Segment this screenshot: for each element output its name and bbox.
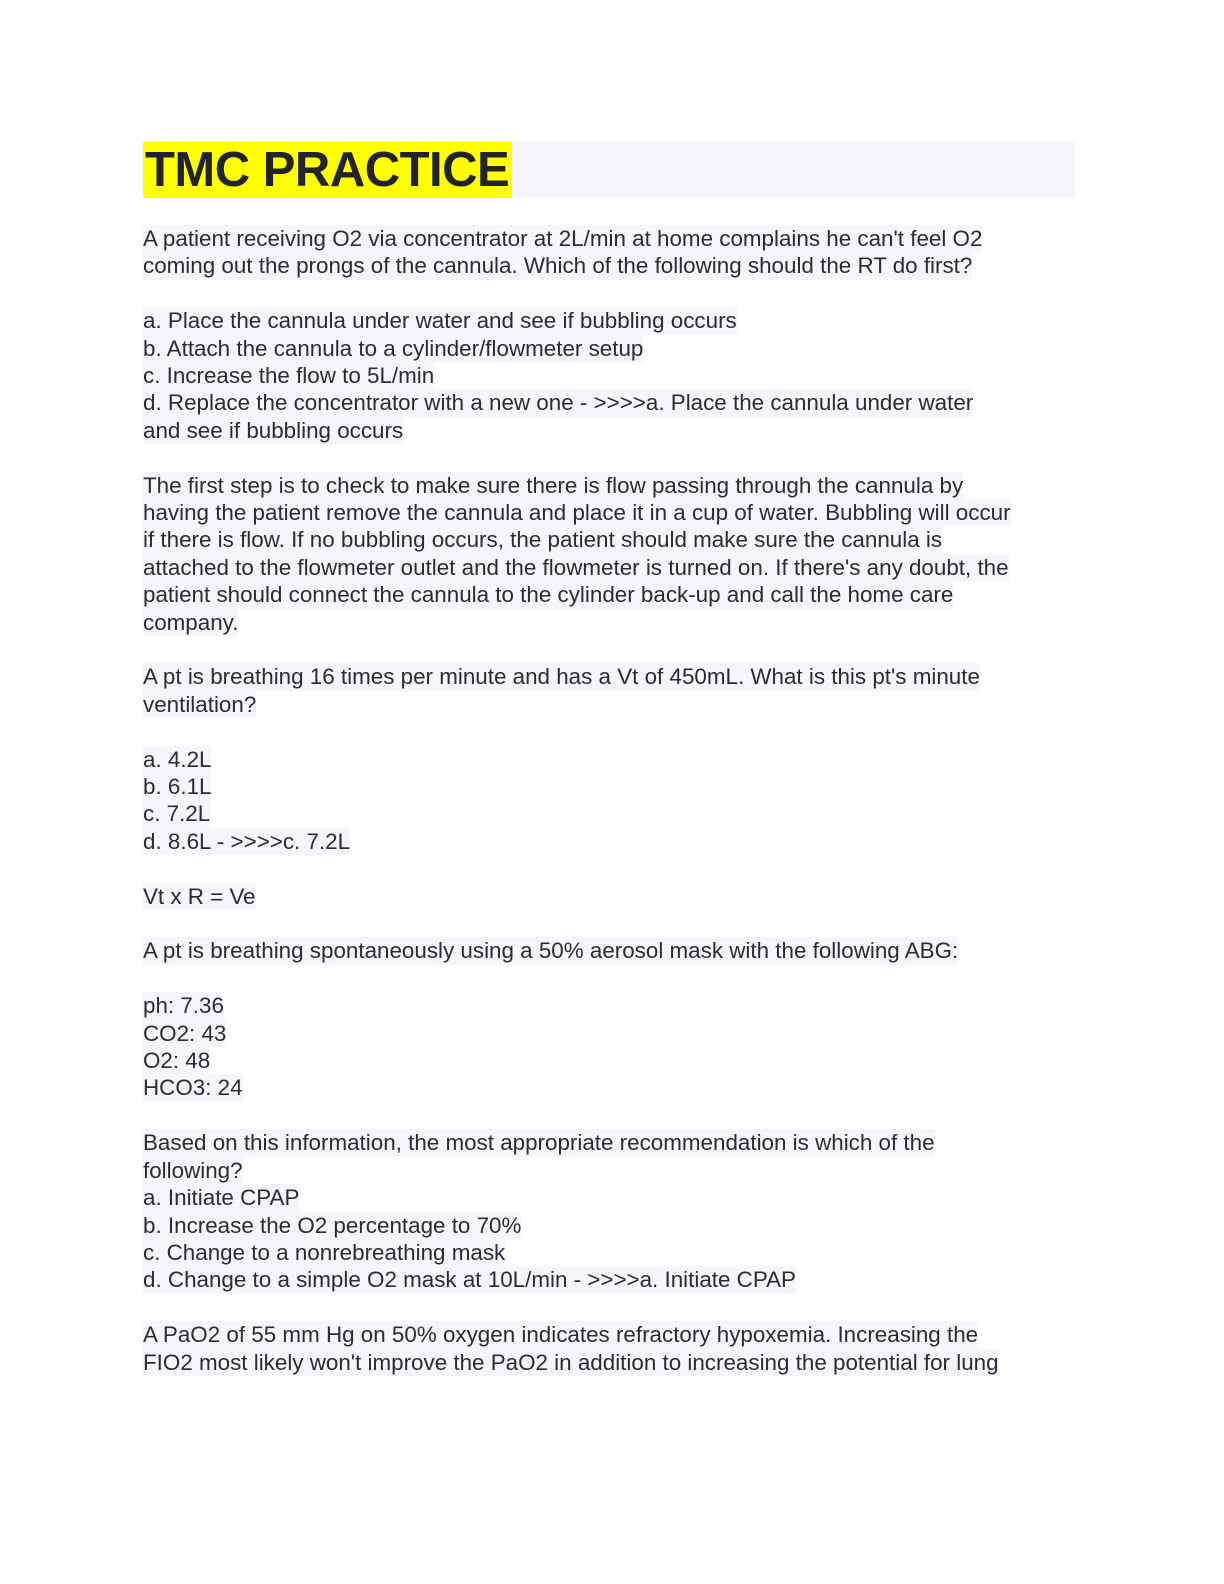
q1-option: d. Replace the concentrator with a new one - >>>>a. Place the cannula under water: [143, 390, 974, 416]
page-title: TMC PRACTICE: [143, 142, 512, 198]
abg-value: O2: 48: [143, 1048, 211, 1074]
q1-explanation-line: attached to the flowmeter outlet and the flowmeter is turned on. If there's any doubt, the: [143, 554, 1009, 580]
q1-stem-line: coming out the prongs of the cannula. Which of the following should the RT do first?: [143, 253, 973, 279]
q2-stem-line: ventilation?: [143, 691, 257, 717]
q1-explanation-line: company.: [143, 609, 239, 635]
q3-explanation-line: A PaO2 of 55 mm Hg on 50% oxygen indicates refractory hypoxemia. Increasing the: [143, 1322, 979, 1348]
abg-value: CO2: 43: [143, 1020, 227, 1046]
q3-option: d. Change to a simple O2 mask at 10L/min - >>>>a. Initiate CPAP: [143, 1267, 796, 1293]
q1-stem-line: A patient receiving O2 via concentrator at 2L/min at home complains he can't feel O2: [143, 226, 983, 251]
q3-question-line: Based on this information, the most appropriate recommendation is which of the: [143, 1130, 935, 1156]
document-page: [143, 142, 1075, 1376]
q1-option: a. Place the cannula under water and see if bubbling occurs: [143, 308, 737, 334]
q1-explanation-line: having the patient remove the cannula and place it in a cup of water. Bubbling will occur: [143, 500, 1011, 526]
q2-option: a. 4.2L: [143, 746, 212, 772]
q3-question-line: following?: [143, 1157, 243, 1183]
q1-explanation-line: The first step is to check to make sure there is flow passing through the cannula by: [143, 472, 964, 498]
q3-option: a. Initiate CPAP: [143, 1185, 300, 1211]
q1-explanation-line: patient should connect the cannula to the cylinder back-up and call the home care: [143, 582, 954, 608]
q2-option: d. 8.6L - >>>>c. 7.2L: [143, 828, 351, 854]
q2-option: b. 6.1L: [143, 774, 212, 800]
q3-option: b. Increase the O2 percentage to 70%: [143, 1212, 522, 1238]
abg-value: HCO3: 24: [143, 1075, 243, 1101]
q2-stem-line: A pt is breathing 16 times per minute and has a Vt of 450mL. What is this pt's minute: [143, 664, 980, 690]
q3-explanation-line: FIO2 most likely won't improve the PaO2 in addition to increasing the potential for lung: [143, 1349, 999, 1375]
q1-option: c. Increase the flow to 5L/min: [143, 363, 435, 389]
q2-explanation-line: Vt x R = Ve: [143, 883, 256, 909]
q2-option: c. 7.2L: [143, 801, 211, 827]
abg-value: ph: 7.36: [143, 993, 224, 1019]
q1-option: and see if bubbling occurs: [143, 417, 404, 443]
title-bar: [143, 142, 1075, 198]
q3-stem-line: A pt is breathing spontaneously using a 50% aerosol mask with the following ABG:: [143, 938, 959, 964]
q1-option: b. Attach the cannula to a cylinder/flowmeter setup: [143, 335, 644, 361]
question-3: [143, 937, 1075, 1375]
q1-explanation-line: if there is flow. If no bubbling occurs, the patient should make sure the cannula is: [143, 527, 943, 553]
question-1: [143, 225, 1075, 663]
question-2: [143, 663, 1075, 937]
q3-option: c. Change to a nonrebreathing mask: [143, 1239, 506, 1265]
